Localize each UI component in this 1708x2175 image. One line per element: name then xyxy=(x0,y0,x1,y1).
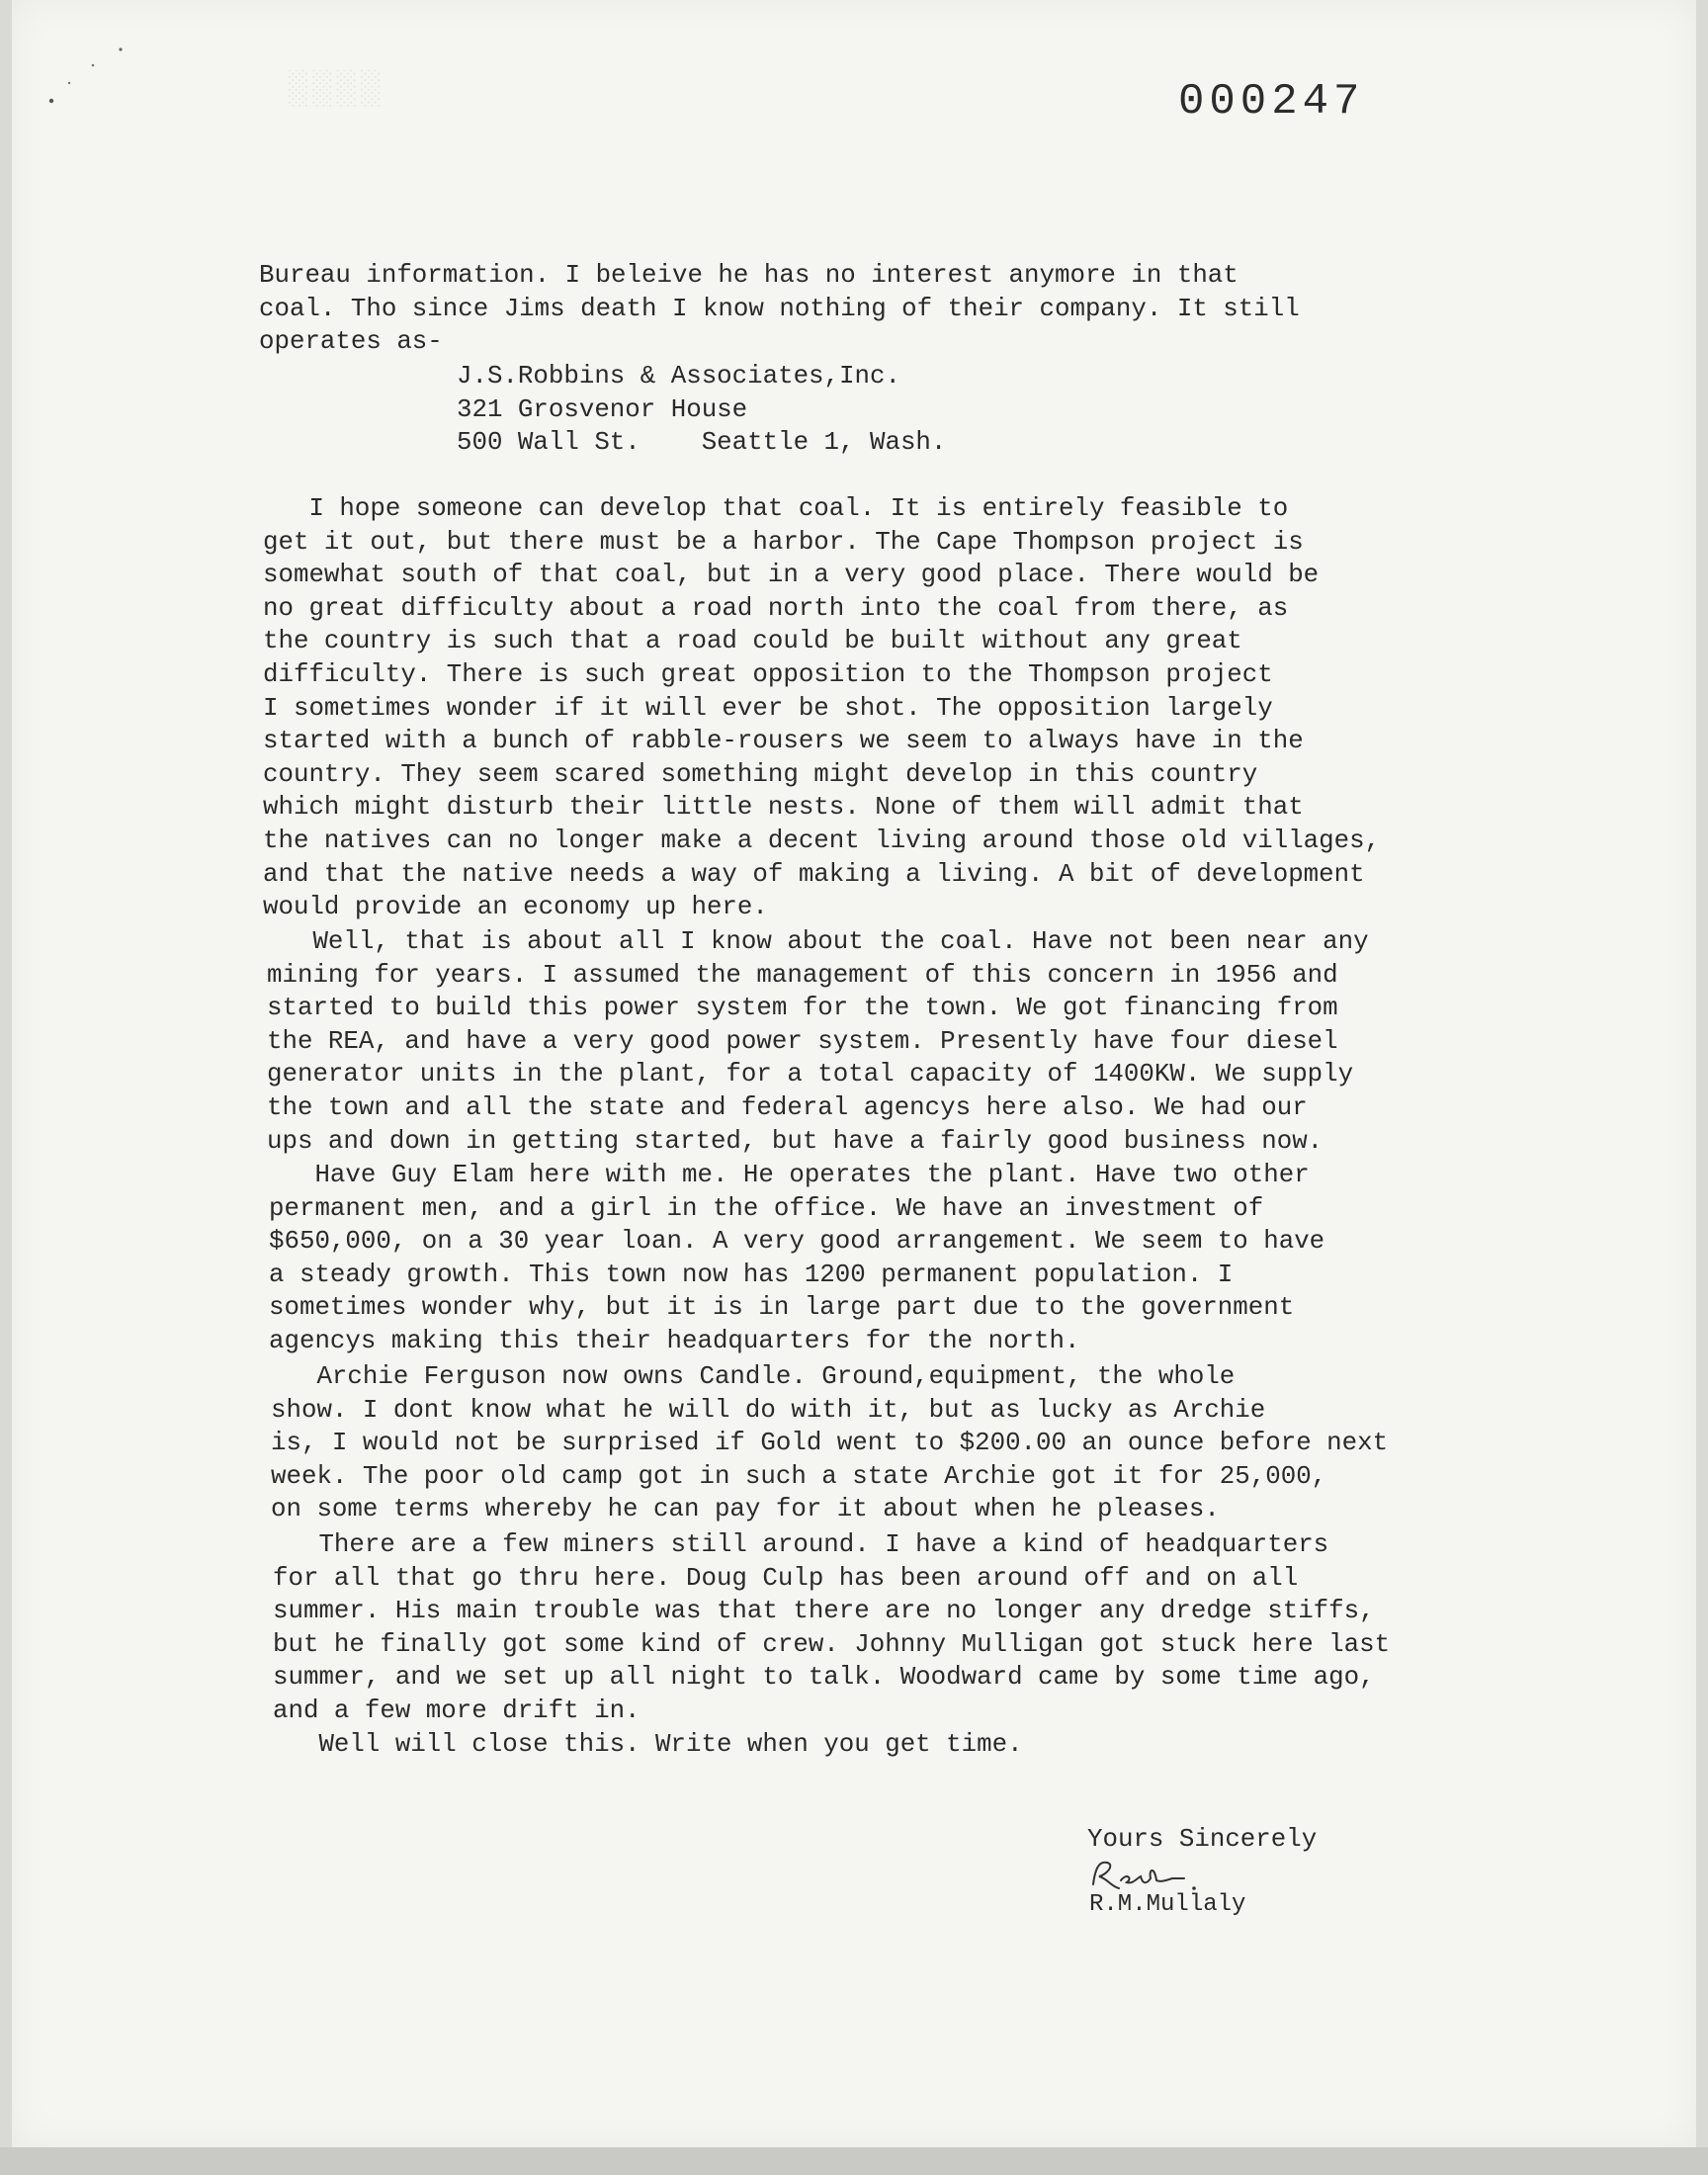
paper-specks-icon xyxy=(42,40,130,109)
faint-stamp: ░░░░ xyxy=(289,71,385,109)
paragraph-staff: Have Guy Elam here with me. He operates the plant. Have two other permanent men, and a girl in the office. We have an investment of $650,000, on a 30 year loan. A very good arrangement. We seem to have a steady growth. This town now has 1200 permanent population. I sometimes wonder why, but it is in large part due to the government agencys making this their headquarters for the north. xyxy=(269,1161,1325,1355)
signer-name: R.M.Mullaly xyxy=(1089,1891,1246,1918)
paragraph-miners: There are a few miners still around. I have a kind of headquarters for all that go thru here. Doug Culp has been around off and on all summer. His main trouble was that there are no longer any dredge stiffs, but he finally got some kind of crew. Johnny Mulligan got stuck here last summer, and we set up all night to talk. Woodward came by some time ago, and a few more drift in. Well will close this. Write when you get time. xyxy=(273,1530,1391,1759)
document-number: 000247 xyxy=(1178,77,1365,127)
paragraph-candle: Archie Ferguson now owns Candle. Ground,equipment, the whole show. I dont know what he will do with it, but as lucky as Archie is, I would not be surprised if Gold went to $200.00 an ounce before next week. The poor old camp got in such a state Archie got it for 25,000, on some terms whereby he can pay for it about when he pleases. xyxy=(271,1362,1389,1524)
company-address: J.S.Robbins & Associates,Inc. 321 Grosvenor House 500 Wall St. Seattle 1, Wash. xyxy=(457,362,947,458)
page-edge xyxy=(0,2147,1708,2175)
paragraph-power-system: Well, that is about all I know about the coal. Have not been near any mining for years. I assumed the management of this concern in 1956 and started to build this power system for the town. We got financing from the REA, and have a very good power system. Presently have four diesel generator units in the plant, for a total capacity of 1400KW. We supply the town and all the state and federal agencys here also. We had our ups and down in getting started, but have a fairly good business now. xyxy=(267,927,1369,1156)
closing-salutation: Yours Sincerely xyxy=(1087,1825,1318,1854)
intro-text: Bureau information. I beleive he has no interest anymore in that coal. Tho since Jims death I know nothing of their company. It still operates as- xyxy=(259,261,1300,357)
letter-page xyxy=(12,0,1696,2147)
paragraph-coal-development: I hope someone can develop that coal. It is entirely feasible to get it out, but there must be a harbor. The Cape Thompson project is somewhat south of that coal, but in a very good place. There would be no great difficulty about a road north into the coal from there, as the country is such that a road could be built without any great difficulty. There is such great opposition to the Thompson project I sometimes wonder if it will ever be shot. The opposition largely started with a bunch of rabble-rousers we seem to always have in the country. They seem scared something might develop in this country which might disturb their little nests. None of them will admit that the natives can no longer make a decent living around those old villages, and that the native needs a way of making a living. A bit of development would provide an economy up here. xyxy=(263,494,1381,922)
